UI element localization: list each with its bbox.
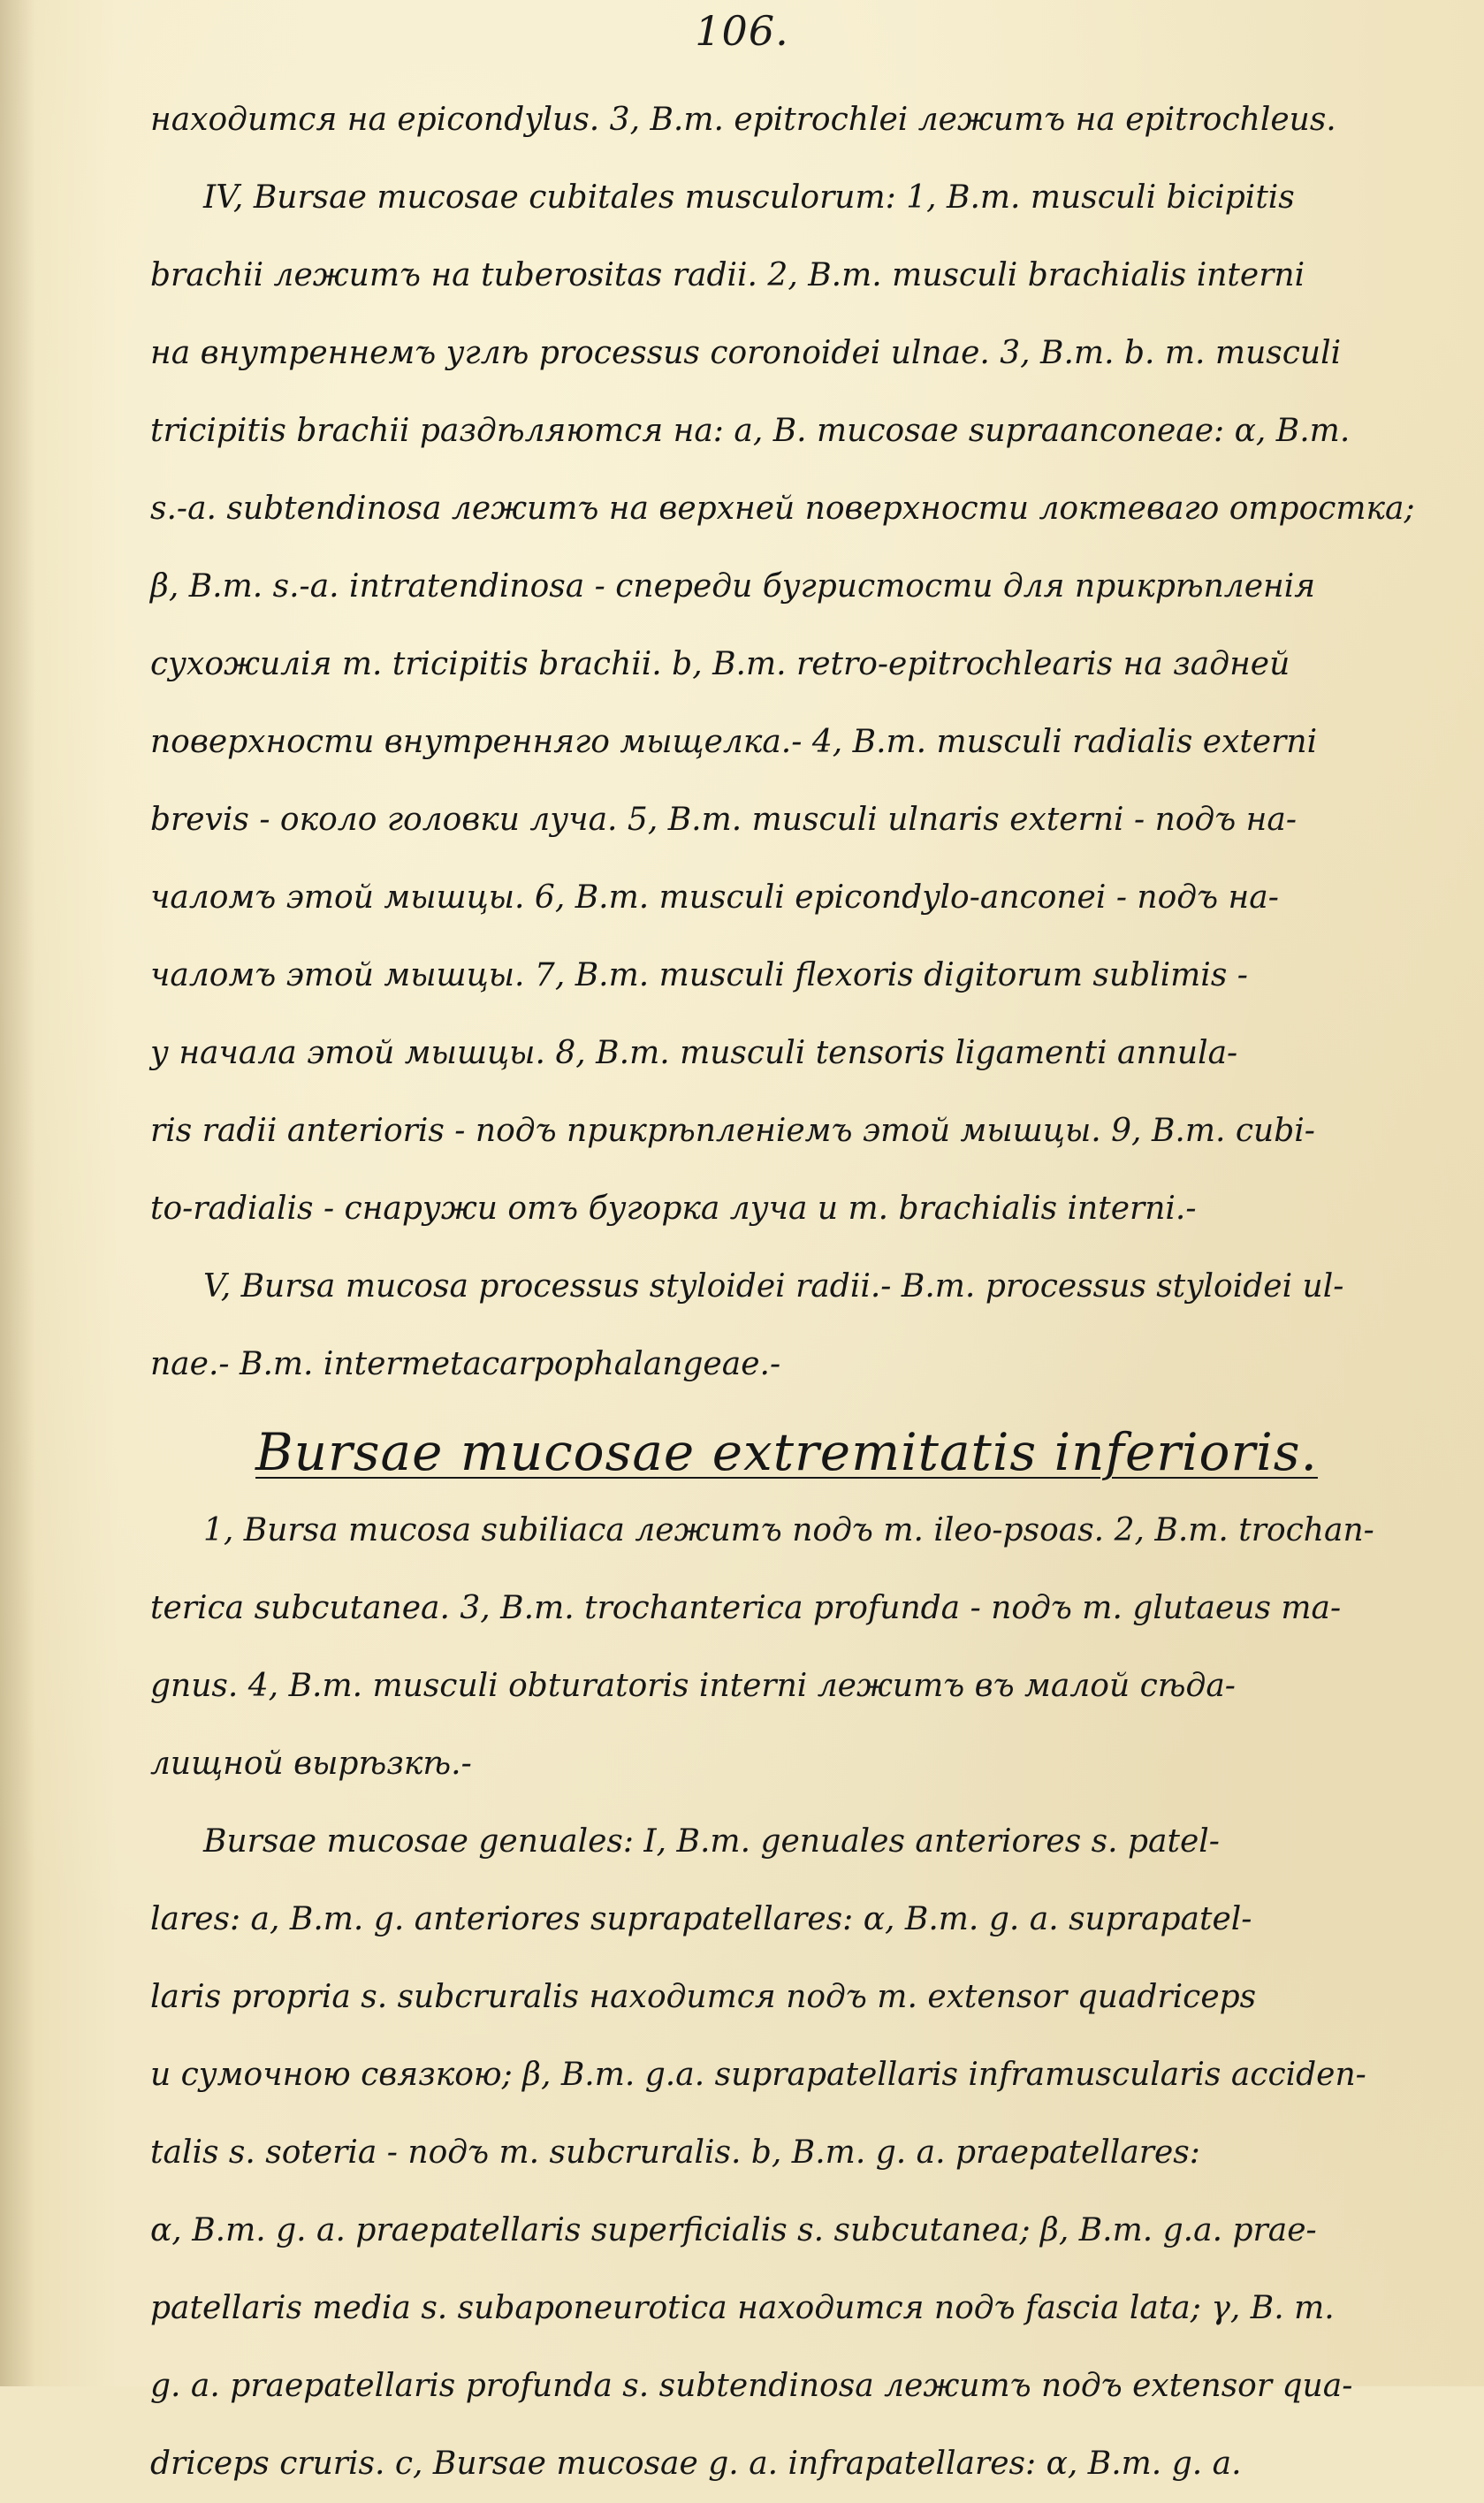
text-line: α, B.m. g. a. praepatellaris superficialis s. subcutanea; β, B.m. g.a. prae- (150, 2212, 1317, 2248)
text-line: lares: a, B.m. g. anteriores suprapatellares: α, B.m. g. a. suprapatel- (150, 1901, 1252, 1937)
text-line: находится на epicondylus. 3, B.m. epitrochlei лежитъ на epitrochleus. (150, 102, 1336, 138)
text-line: Bursae mucosae genuales: I, B.m. genuales anteriores s. patel- (203, 1823, 1220, 1860)
page-fold-shadow (0, 0, 35, 2386)
text-line: to-radialis - снаружи отъ бугорка луча и m. brachialis interni.- (150, 1191, 1197, 1227)
text-line: ris radii anterioris - подъ прикрѣпленіемъ этой мышцы. 9, B.m. cubi- (150, 1113, 1315, 1149)
text-line: лищной вырѣзкѣ.- (150, 1746, 472, 1782)
text-line: g. a. praepatellaris profunda s. subtendinosa лежитъ подъ extensor qua- (150, 2368, 1353, 2404)
text-line: 1, Bursa mucosa subiliaca лежитъ подъ m. ileo-psoas. 2, B.m. trochan- (203, 1512, 1374, 1548)
text-line: у начала этой мышцы. 8, B.m. musculi tensoris ligamenti annula- (150, 1035, 1238, 1071)
text-line: terica subcutanea. 3, B.m. trochanterica profunda - подъ m. glutaeus ma- (150, 1590, 1342, 1626)
text-line: и сумочною связкою; β, B.m. g.a. suprapatellaris inframuscularis acciden- (150, 2057, 1366, 2093)
text-line: IV, Bursae mucosae cubitales musculorum: 1, B.m. musculi bicipitis (203, 179, 1295, 216)
text-line: talis s. soteria - подъ m. subcruralis. b, B.m. g. a. praepatellares: (150, 2134, 1200, 2171)
handwritten-text-block (150, 81, 1423, 2503)
text-line: brevis - около головки луча. 5, B.m. musculi ulnaris externi - подъ на- (150, 802, 1298, 838)
text-line: gnus. 4, B.m. musculi obturatoris interni лежитъ въ малой сѣда- (150, 1668, 1236, 1704)
text-line: brachii лежитъ на tuberositas radii. 2, B.m. musculi brachialis interni (150, 257, 1305, 293)
section-heading: Bursae mucosae extremitatis inferioris. (255, 1422, 1318, 1482)
text-line: patellaris media s. subaponeurotica находится подъ fascia lata; γ, B. m. (150, 2290, 1335, 2326)
text-line: сухожилія m. tricipitis brachii. b, B.m. retro-epitrochlearis на задней (150, 646, 1290, 682)
text-line: driceps cruris. c, Bursae mucosae g. a. infrapatellares: α, B.m. g. a. (150, 2446, 1242, 2482)
text-line: V, Bursa mucosa processus styloidei radii.- B.m. processus styloidei ul- (203, 1268, 1344, 1305)
page-number: 106. (695, 7, 789, 55)
text-line: s.-a. subtendinosa лежитъ на верхней поверхности локтеваго отростка; (150, 491, 1415, 527)
text-line: laris propria s. subcruralis находится подъ m. extensor quadriceps (150, 1979, 1257, 2015)
text-line: tricipitis brachii раздѣляются на: a, B. mucosae supraanconeae: α, B.m. (150, 413, 1351, 449)
text-line: nae.- B.m. intermetacarpophalangeae.- (150, 1346, 781, 1382)
text-line: на внутреннемъ углѣ processus coronoidei ulnae. 3, B.m. b. m. musculi (150, 335, 1342, 371)
text-line: чаломъ этой мышцы. 6, B.m. musculi epicondylo-anconei - подъ на- (150, 879, 1279, 916)
text-line: чаломъ этой мышцы. 7, B.m. musculi flexoris digitorum sublimis - (150, 957, 1248, 993)
text-line: β, B.m. s.-a. intratendinosa - спереди бугристости для прикрѣпленія (150, 568, 1316, 605)
text-line: поверхности внутренняго мыщелка.- 4, B.m. musculi radialis externi (150, 724, 1318, 760)
